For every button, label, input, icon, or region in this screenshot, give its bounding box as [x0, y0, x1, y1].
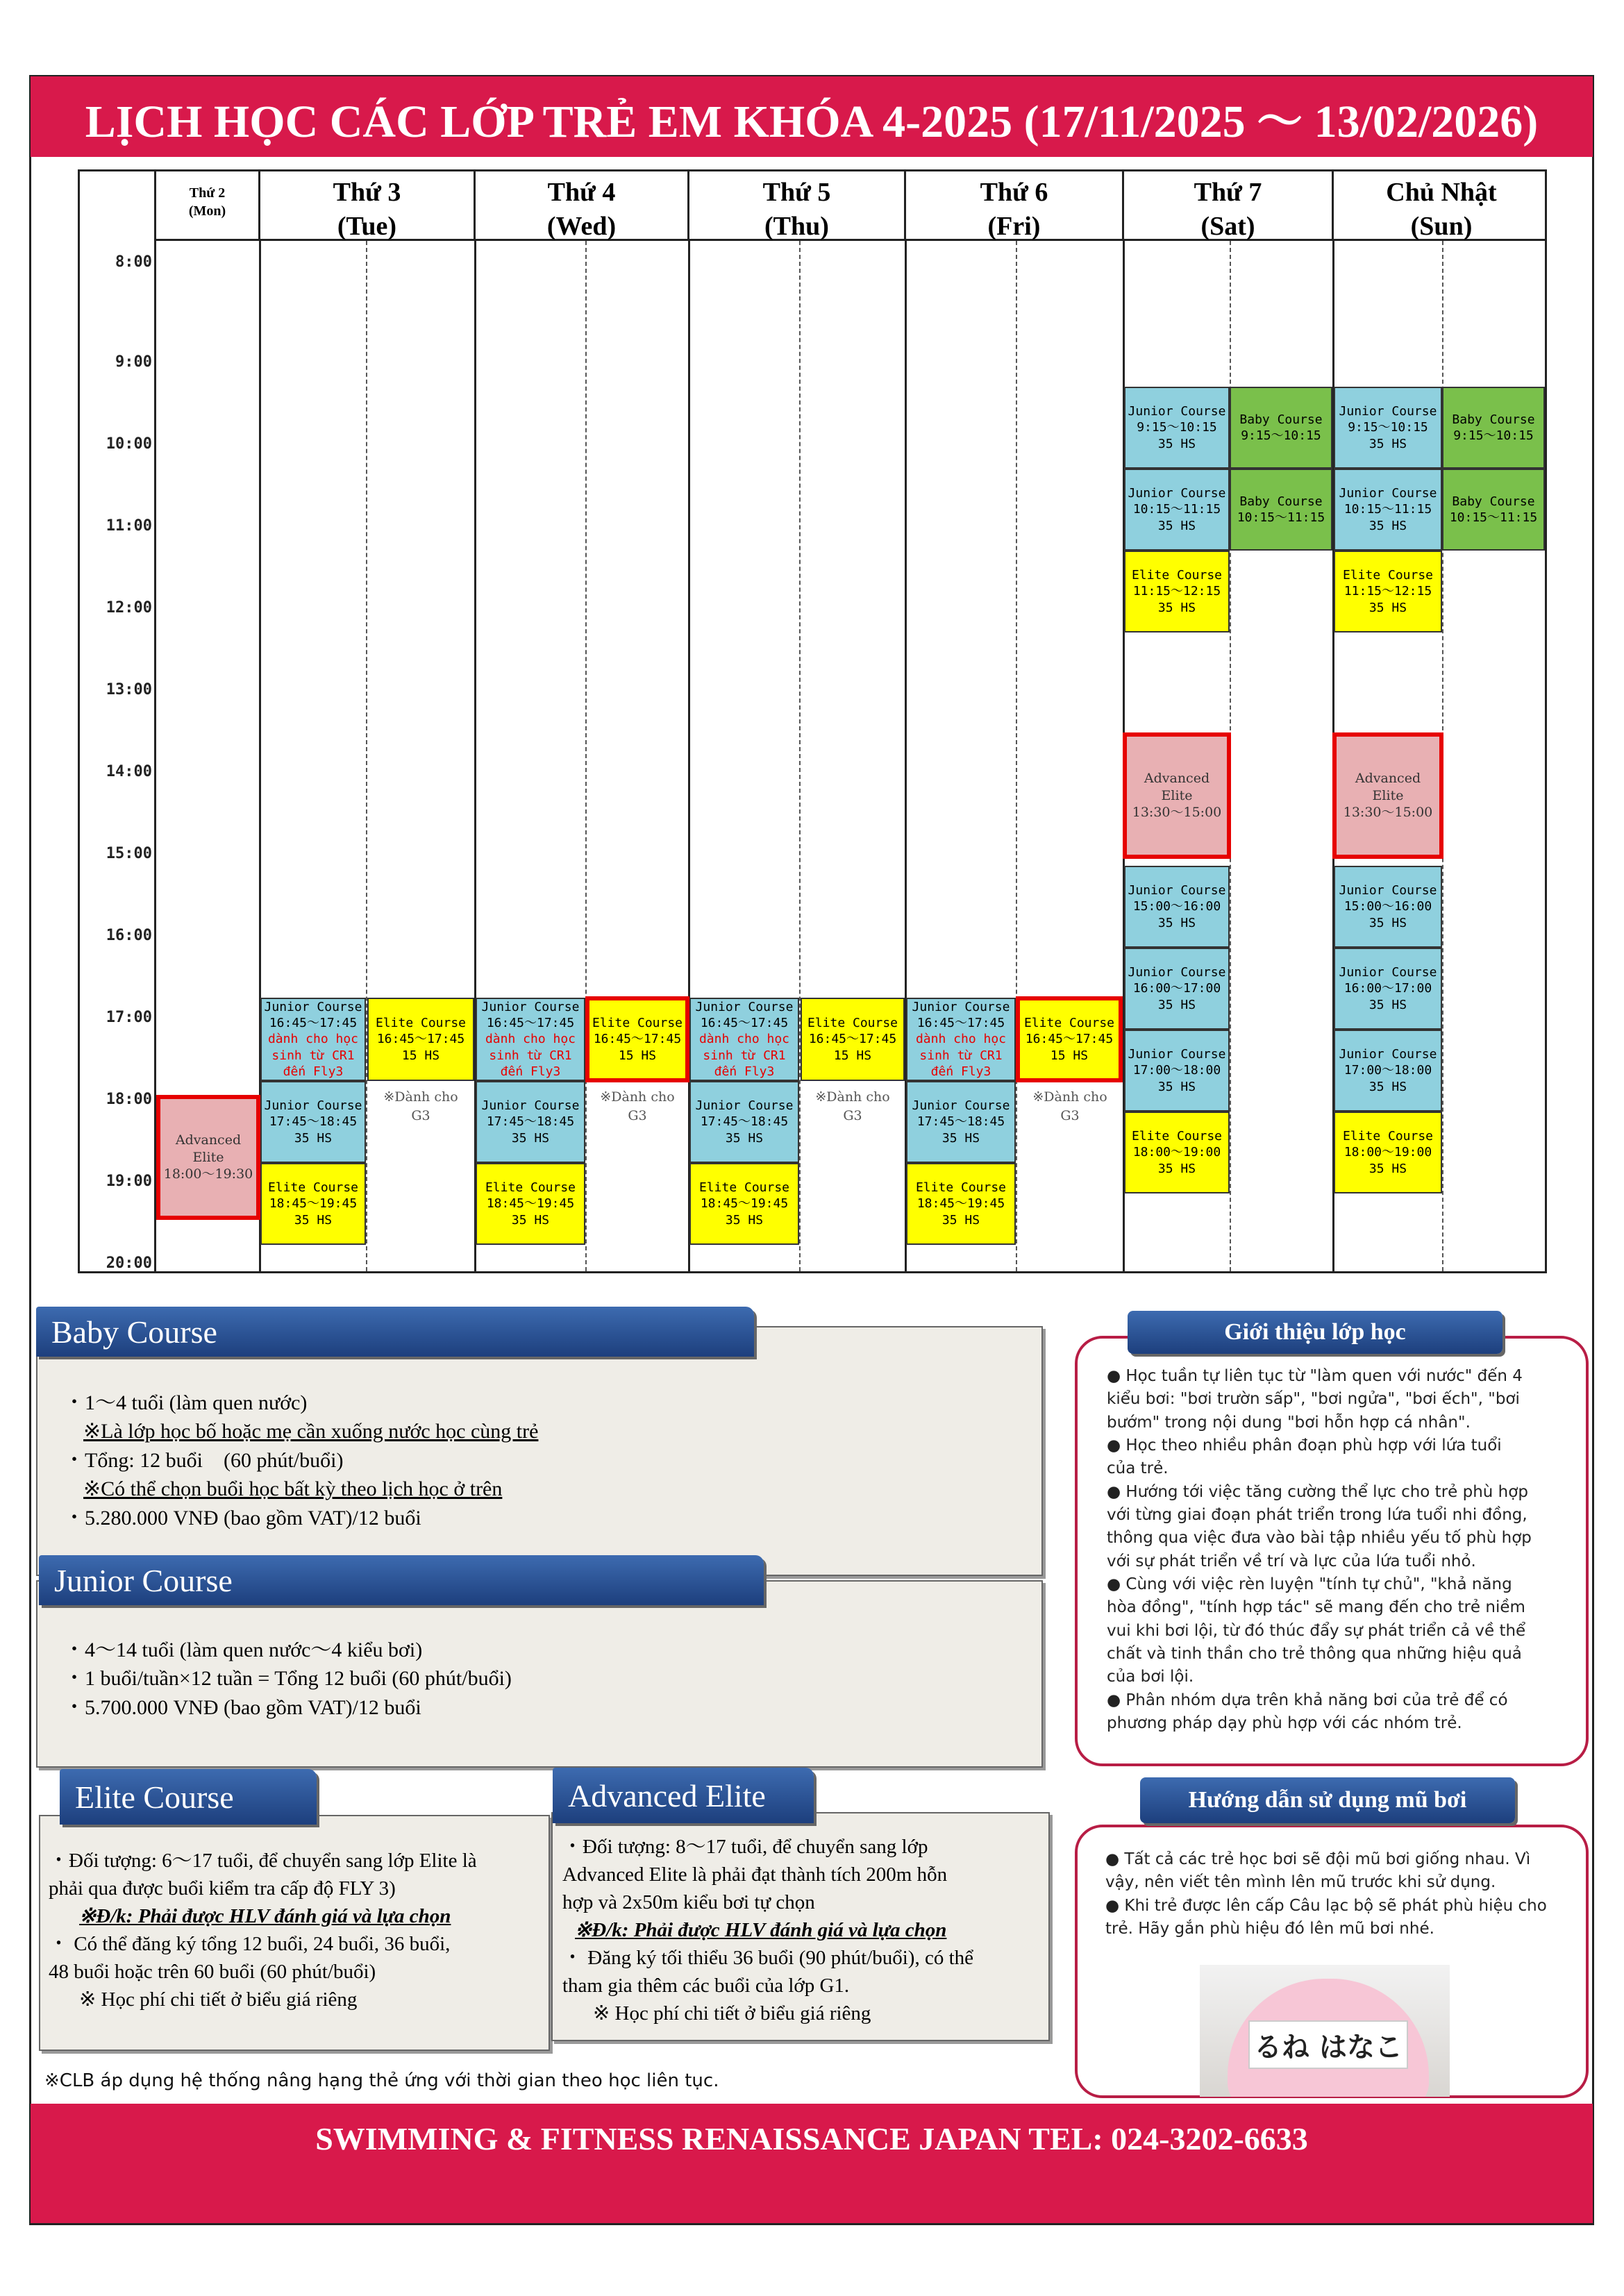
- elite-course-text: ・Đối tượng: 6～17 tuổi, để chuyển sang lớp Elite là phải qua được buổi kiểm tra cấp độ FLY 3) ※Đ/k: Phải được HLV đánh giá và lựa chọn ・ Có thể đăng ký tổng 12 buổi, 24 buổi, 36 buổi, 48 buổi hoặc trên 60 buổi (60 phút/buổi) ※ Học phí chi tiết ở biểu giá riêng: [49, 1850, 477, 2011]
- class-elite-fri: Elite Course 16:45～17:45 15 HS: [1016, 996, 1123, 1082]
- time-label: 16:00: [106, 927, 152, 944]
- time-label: 12:00: [106, 599, 152, 617]
- schedule-grid: [78, 169, 1547, 1273]
- cap-name-tag: るね はなこ: [1248, 2020, 1408, 2069]
- class-junior-1600-sat: Junior Course 16:00～17:00 35 HS: [1124, 948, 1230, 1030]
- class-junior-0915-sun: Junior Course 9:15～10:15 35 HS: [1334, 387, 1442, 469]
- advanced-elite-tab: Advanced Elite: [553, 1768, 814, 1823]
- time-label: 13:00: [106, 681, 152, 698]
- class-baby-0915-sat: Baby Course 9:15～10:15: [1230, 387, 1332, 469]
- junior-course-tab: Junior Course: [39, 1555, 764, 1605]
- class-junior-1745-fri: Junior Course 17:45～18:45 35 HS: [906, 1081, 1016, 1163]
- class-elite-1115-sat: Elite Course 11:15～12:15 35 HS: [1124, 551, 1230, 632]
- class-baby-1015-sat: Baby Course 10:15～11:15: [1230, 469, 1332, 551]
- note-g3-fri: ※Dành cho G3: [1032, 1089, 1107, 1123]
- class-junior-1015-sat: Junior Course 10:15～11:15 35 HS: [1124, 469, 1230, 551]
- class-elite-1800-sat: Elite Course 18:00～19:00 35 HS: [1124, 1112, 1230, 1193]
- class-junior-0915-sat: Junior Course 9:15～10:15 35 HS: [1124, 387, 1230, 469]
- advanced-elite-text: ・Đối tượng: 8～17 tuổi, để chuyển sang lớp Advanced Elite là phải đạt thành tích 200m hỗn hợp và 2x50m kiểu bơi tự chọn ※Đ/k: Phải được HLV đánh giá và lựa chọn ・ Đăng ký tối thiểu 36 buổi (90 phút/buổi), có thể tham gia thêm các buổi của lớp G1. ※ Học phí chi tiết ở biểu giá riêng: [562, 1836, 974, 2025]
- swim-cap-photo: [1200, 1965, 1450, 2097]
- class-junior-1700-sat: Junior Course 17:00～18:00 35 HS: [1124, 1030, 1230, 1112]
- time-label: 18:00: [106, 1091, 152, 1108]
- class-junior-wed: Junior Course 16:45～17:45 dành cho học sinh từ CR1 đến Fly3: [476, 998, 585, 1081]
- elite-course-tab: Elite Course: [60, 1769, 317, 1825]
- class-junior-1500-sun: Junior Course 15:00～16:00 35 HS: [1334, 866, 1442, 948]
- baby-course-text: ・1～4 tuổi (làm quen nước) ※Là lớp học bố hoặc mẹ cần xuống nước học cùng trẻ ・Tổng: 12 buổi (60 phút/buổi) ※Có thể chọn buổi học bất kỳ theo lịch học ở trên ・5.280.000 VNĐ (bao gồm VAT)/12 buổi: [64, 1391, 539, 1530]
- time-label: 9:00: [115, 353, 152, 371]
- time-label: 17:00: [106, 1009, 152, 1026]
- class-elite-1845-tue: Elite Course 18:45～19:45 35 HS: [260, 1163, 366, 1245]
- day-header-row: [156, 171, 1545, 241]
- class-elite-1845-thu: Elite Course 18:45～19:45 35 HS: [689, 1163, 799, 1245]
- class-baby-1015-sun: Baby Course 10:15～11:15: [1442, 469, 1545, 551]
- baby-course-tab: Baby Course: [36, 1307, 754, 1357]
- class-junior-1600-sun: Junior Course 16:00～17:00 35 HS: [1334, 948, 1442, 1030]
- day-header-thu: Thứ 5 (Thu): [689, 171, 906, 241]
- class-junior-1015-sun: Junior Course 10:15～11:15 35 HS: [1334, 469, 1442, 551]
- day-header-wed: Thứ 4 (Wed): [476, 171, 689, 241]
- class-baby-0915-sun: Baby Course 9:15～10:15: [1442, 387, 1545, 469]
- class-elite-1845-fri: Elite Course 18:45～19:45 35 HS: [906, 1163, 1016, 1245]
- page-title: LỊCH HỌC CÁC LỚP TRẺ EM KHÓA 4-2025 (17/11/2025 ～ 13/02/2026): [31, 76, 1593, 157]
- class-elite-wed: Elite Course 16:45～17:45 15 HS: [585, 996, 689, 1082]
- day-header-mon: Thứ 2 (Mon): [156, 171, 260, 241]
- time-label: 10:00: [106, 435, 152, 453]
- day-header-tue: Thứ 3 (Tue): [260, 171, 476, 241]
- class-elite-1115-sun: Elite Course 11:15～12:15 35 HS: [1334, 551, 1442, 632]
- time-label: 15:00: [106, 845, 152, 862]
- class-advanced-elite-mon: Advanced Elite 18:00～19:30: [156, 1095, 260, 1220]
- class-junior-1700-sun: Junior Course 17:00～18:00 35 HS: [1334, 1030, 1442, 1112]
- class-elite-1845-wed: Elite Course 18:45～19:45 35 HS: [476, 1163, 585, 1245]
- class-junior-1745-thu: Junior Course 17:45～18:45 35 HS: [689, 1081, 799, 1163]
- time-label: 8:00: [115, 253, 152, 271]
- class-elite-thu: Elite Course 16:45～17:45 15 HS: [801, 998, 905, 1081]
- class-advanced-elite-sat: Advanced Elite 13:30～15:00: [1123, 732, 1231, 859]
- time-label: 20:00: [106, 1255, 152, 1272]
- class-junior-1745-tue: Junior Course 17:45～18:45 35 HS: [260, 1081, 366, 1163]
- junior-course-text: ・4～14 tuổi (làm quen nước～4 kiểu bơi) ・1 buổi/tuần×12 tuần = Tổng 12 buổi (60 phút/buổi) ・5.700.000 VNĐ (bao gồm VAT)/12 buổi: [64, 1639, 512, 1719]
- time-label: 19:00: [106, 1173, 152, 1190]
- day-header-sat: Thứ 7 (Sat): [1124, 171, 1334, 241]
- note-g3-wed: ※Dành cho G3: [600, 1089, 675, 1123]
- day-header-sun: Chủ Nhật (Sun): [1386, 178, 1497, 242]
- swim-cap-guide-text: ● Tất cả các trẻ học bơi sẽ đội mũ bơi giống nhau. Vì vậy, nên viết tên mình lên mũ trước khi sử dụng. ● Khi trẻ được lên cấp Câu lạc bộ sẽ phát phù hiệu cho trẻ. Hãy gắn phù hiệu đó lên mũ bơi nhé.: [1105, 1850, 1547, 1938]
- swim-cap-guide-tab: Hướng dẫn sử dụng mũ bơi: [1140, 1777, 1515, 1823]
- class-advanced-elite-sun: Advanced Elite 13:30～15:00: [1332, 732, 1443, 859]
- class-junior-1500-sat: Junior Course 15:00～16:00 35 HS: [1124, 866, 1230, 948]
- day-header-fri: Thứ 6 (Fri): [906, 171, 1124, 241]
- time-label: 14:00: [106, 763, 152, 780]
- note-g3-tue: ※Dành cho G3: [383, 1089, 458, 1123]
- footer-contact: SWIMMING & FITNESS RENAISSANCE JAPAN TEL: 024-3202-6633: [31, 2104, 1593, 2223]
- class-junior-1745-wed: Junior Course 17:45～18:45 35 HS: [476, 1081, 585, 1163]
- note-g3-thu: ※Dành cho G3: [815, 1089, 890, 1123]
- class-elite-tue: Elite Course 16:45～17:45 15 HS: [367, 998, 474, 1081]
- class-elite-1800-sun: Elite Course 18:00～19:00 35 HS: [1334, 1112, 1442, 1193]
- class-junior-thu: Junior Course 16:45～17:45 dành cho học sinh từ CR1 đến Fly3: [689, 998, 799, 1081]
- class-intro-text: ● Học tuần tự liên tục từ "làm quen với nước" đến 4 kiểu bơi: "bơi trườn sấp", "bơi ngửa", "bơi ếch", "bơi bướm" trong nội dung "bơi hỗn hợp cá nhân". ● Học theo nhiều phân đoạn phù hợp với lứa tuổi của trẻ. ● Hướng tới việc tăng cường thể lực cho trẻ phù hợp với từng giai đoạn phát triển trong lứa tuổi nhi đồng, thông qua việc đưa vào bài tập nhiều yếu tố phù hợp với sự phát triển về trí và lực của lứa tuổi nhỏ. ● Cùng với việc rèn luyện "tính tự chủ", "khả năng hòa đồng", "tính hợp tác" sẽ mang đến cho trẻ niềm vui khi bơi lội, từ đó thúc đẩy sự phát triển cả về thể chất và tinh thần cho trẻ thông qua những hiệu quả của bơi lội. ● Phân nhóm dựa trên khả năng bơi của trẻ để có phương pháp dạy phù hợp với các nhóm trẻ.: [1107, 1367, 1532, 1733]
- time-column: [80, 171, 156, 1271]
- class-intro-tab: Giới thiệu lớp học: [1128, 1311, 1502, 1354]
- class-junior-fri: Junior Course 16:45～17:45 dành cho học sinh từ CR1 đến Fly3: [906, 998, 1016, 1081]
- class-junior-tue: Junior Course 16:45～17:45 dành cho học sinh từ CR1 đến Fly3: [260, 998, 366, 1081]
- time-label: 11:00: [106, 517, 152, 535]
- footnote: ※CLB áp dụng hệ thống nâng hạng thẻ ứng với thời gian theo học liên tục.: [44, 2070, 719, 2091]
